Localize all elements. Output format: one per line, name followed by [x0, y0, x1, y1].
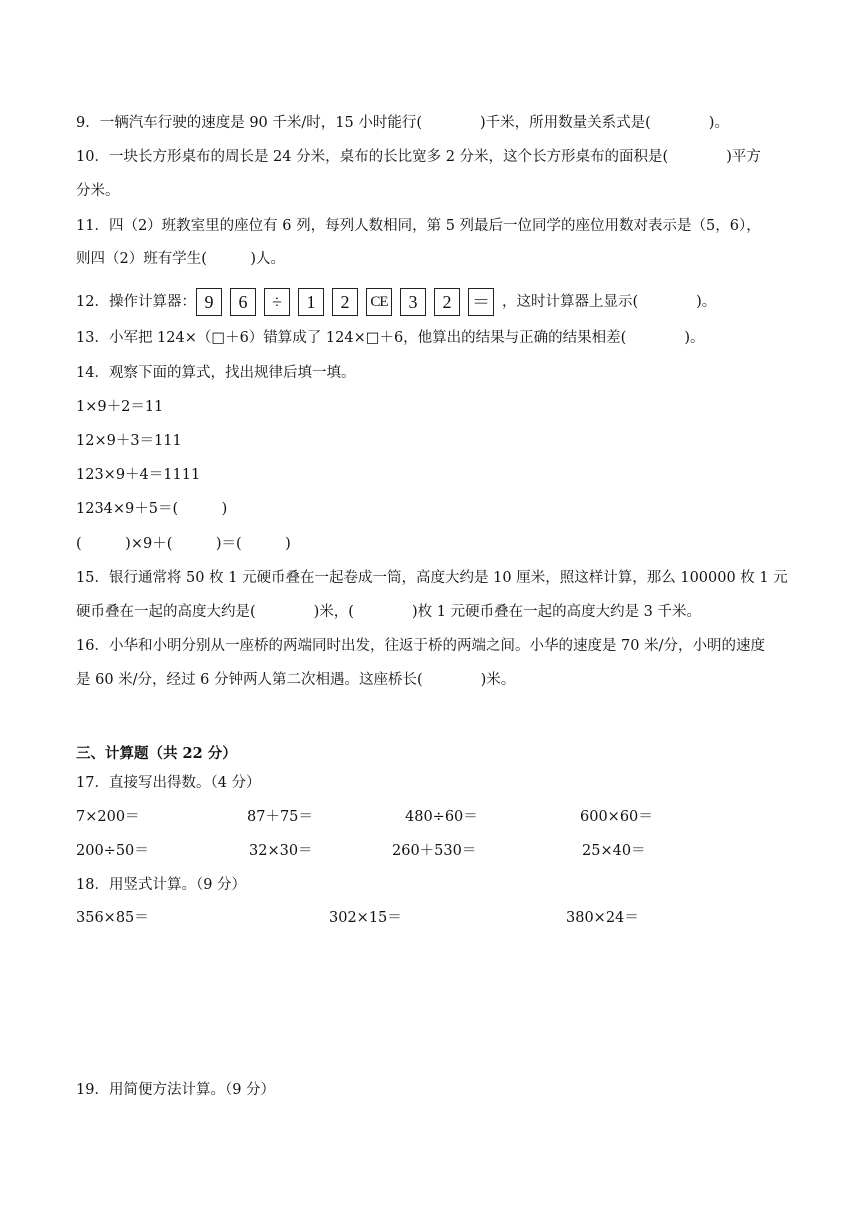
question-11-line-2: 则四（2）班有学生( )人。 [76, 251, 286, 267]
question-10-line-2: 分米。 [76, 183, 120, 199]
calc-key-divide: ÷ [264, 288, 290, 316]
question-10-line-1: 10．一块长方形桌布的周长是 24 分米，桌布的长比宽多 2 分米，这个长方形桌布的面积是( )平方 [76, 149, 761, 165]
q17-row2-item-3: 260＋530＝ [392, 843, 477, 859]
q17-row2-item-1: 200÷50＝ [76, 843, 149, 859]
question-12-prefix: 12．操作计算器： [76, 294, 196, 310]
question-18: 18．用竖式计算。（9 分） [76, 877, 247, 893]
calc-key-2: 2 [332, 288, 358, 316]
calc-key-2b: 2 [434, 288, 460, 316]
question-14-equation-1: 1×9＋2＝11 [76, 399, 164, 415]
question-12-suffix: ，这时计算器上显示( )。 [501, 294, 717, 310]
question-16-line-2: 是 60 米/分，经过 6 分钟两人第二次相遇。这座桥长( )米。 [76, 672, 516, 688]
question-11-line-1: 11．四（2）班教室里的座位有 6 列，每列人数相同，第 5 列最后一位同学的座位用数对表示是（5，6）， [76, 218, 761, 234]
question-14-equation-4: 1234×9＋5＝( ) [76, 501, 228, 517]
q17-row1-item-4: 600×60＝ [580, 809, 653, 825]
calc-key-ce: CE [366, 288, 392, 316]
q18-item-1: 356×85＝ [76, 910, 149, 926]
question-15-line-2: 硬币叠在一起的高度大约是( )米，( )枚 1 元硬币叠在一起的高度大约是 3 千米。 [76, 604, 702, 620]
q18-item-2: 302×15＝ [329, 910, 402, 926]
q17-row2-item-2: 32×30＝ [249, 843, 313, 859]
question-14-equation-5: ( )×9＋( )＝( ) [76, 536, 291, 552]
question-9: 9．一辆汽车行驶的速度是 90 千米/时，15 小时能行( )千米，所用数量关系式是( )。 [76, 115, 729, 131]
question-17: 17．直接写出得数。（4 分） [76, 775, 261, 791]
calc-key-1: 1 [298, 288, 324, 316]
calc-key-3: 3 [400, 288, 426, 316]
question-14-equation-3: 123×9＋4＝1111 [76, 467, 201, 483]
question-15-line-1: 15．银行通常将 50 枚 1 元硬币叠在一起卷成一筒，高度大约是 10 厘米，照这样计算，那么 100000 枚 1 元 [76, 570, 788, 586]
question-16-line-1: 16．小华和小明分别从一座桥的两端同时出发，往返于桥的两端之间。小华的速度是 70 米/分，小明的速度 [76, 638, 766, 654]
calculator-key-sequence [196, 288, 502, 316]
q18-item-3: 380×24＝ [566, 910, 639, 926]
calc-key-equals: ＝ [468, 288, 494, 316]
question-12 [76, 288, 716, 316]
section-3-title: 三、计算题（共 22 分） [76, 745, 237, 762]
question-13: 13．小军把 124×（□＋6）错算成了 124×□＋6，他算出的结果与正确的结果相差( )。 [76, 330, 705, 346]
q17-row2-item-4: 25×40＝ [582, 843, 646, 859]
q17-row1-item-2: 87＋75＝ [247, 809, 313, 825]
q17-row1-item-1: 7×200＝ [76, 809, 140, 825]
calc-key-6: 6 [230, 288, 256, 316]
question-14: 14．观察下面的算式，找出规律后填一填。 [76, 365, 356, 381]
question-19: 19．用简便方法计算。（9 分） [76, 1082, 276, 1098]
calc-key-9: 9 [196, 288, 222, 316]
q17-row1-item-3: 480÷60＝ [405, 809, 478, 825]
question-14-equation-2: 12×9＋3＝111 [76, 433, 182, 449]
